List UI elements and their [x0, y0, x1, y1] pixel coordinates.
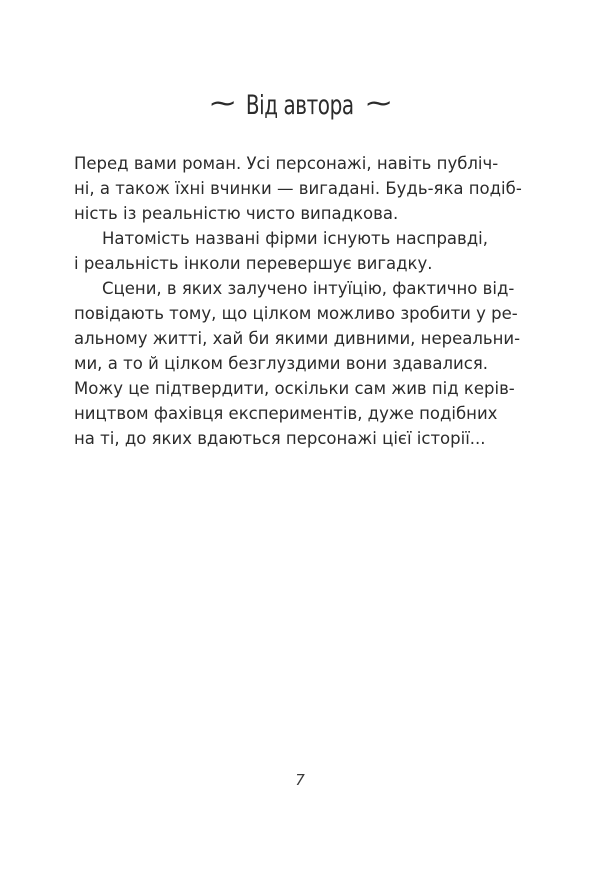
text-line: Перед вами роман. Усі персонажі, навіть публіч- — [74, 154, 499, 173]
paragraph-2 — [74, 226, 488, 276]
section-heading — [0, 88, 600, 121]
text-line: Сцени, в яких залучено інтуїцію, фактично від- — [102, 279, 515, 298]
text-line: повідають тому, що цілком можливо зробити у ре- — [74, 304, 518, 323]
text-line: ництвом фахівця експериментів, дуже подібних — [74, 404, 498, 423]
tilde-ornament-right-icon: ~ — [363, 86, 393, 119]
paragraph-1 — [74, 151, 522, 226]
page-number: 7 — [295, 771, 305, 789]
text-line: альному житті, хай би якими дивними, нереальни- — [74, 329, 521, 348]
paragraph-3 — [74, 276, 521, 451]
text-line: на ті, до яких вдаються персонажі цієї історії... — [74, 429, 486, 448]
text-line: і реальність інколи перевершує вигадку. — [74, 254, 433, 273]
text-line: ні, а також їхні вчинки — вигадані. Будь-яка подіб- — [74, 179, 522, 198]
body-text — [74, 151, 522, 451]
section-title: Від автора — [246, 90, 354, 121]
text-line: ність із реальністю чисто випадкова. — [74, 204, 399, 223]
text-line: Натомість названі фірми існують насправді, — [102, 229, 488, 248]
tilde-ornament-left-icon: ~ — [207, 86, 237, 119]
text-line: ми, а то й цілком безглуздими вони здавалися. — [74, 354, 488, 373]
text-line: Можу це підтвердити, оскільки сам жив під керів- — [74, 379, 515, 398]
